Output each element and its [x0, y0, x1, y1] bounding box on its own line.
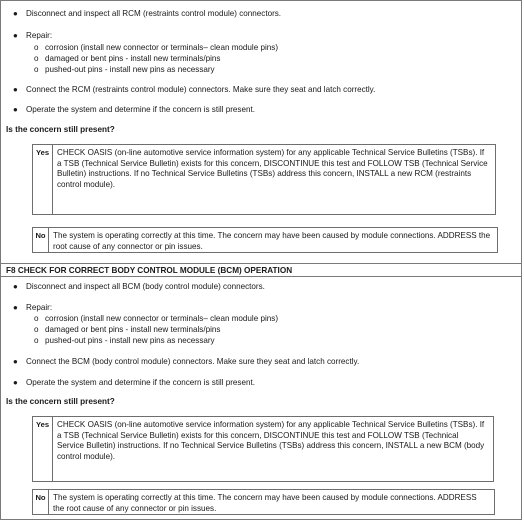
bullet-text: Disconnect and inspect all RCM (restraints control module) connectors.	[26, 9, 282, 18]
bullet-icon: ●	[13, 9, 18, 18]
bullet-text: Repair:	[26, 303, 53, 312]
yes-label: Yes	[33, 145, 53, 214]
step-header	[1, 263, 521, 277]
bullet-icon: ●	[13, 378, 18, 387]
yes-answer-box	[32, 416, 494, 482]
bullet-icon: ●	[13, 303, 18, 312]
hollow-bullet-icon: o	[34, 325, 39, 334]
yes-answer-box	[32, 144, 496, 215]
no-label: No	[33, 228, 49, 252]
bullet-icon: ●	[13, 105, 18, 114]
no-answer-box	[32, 489, 495, 515]
no-label: No	[33, 490, 49, 514]
bullet-text: Repair:	[26, 31, 53, 40]
bullet-icon: ●	[13, 31, 18, 40]
hollow-bullet-icon: o	[34, 314, 39, 323]
question-heading: Is the concern still present?	[6, 397, 115, 406]
bullet-text: Disconnect and inspect all BCM (body control module) connectors.	[26, 282, 265, 291]
bullet-icon: ●	[13, 282, 18, 291]
hollow-bullet-icon: o	[34, 336, 39, 345]
no-answer-text: The system is operating correctly at this time. The concern may have been caused by module connections. ADDRESS the root cause of any connector or pin issues.	[53, 493, 477, 513]
no-answer-text: The system is operating correctly at this time. The concern may have been caused by module connections. ADDRESS the root cause of any connector or pin issues.	[53, 231, 491, 251]
question-heading: Is the concern still present?	[6, 125, 115, 134]
hollow-bullet-icon: o	[34, 65, 39, 74]
step-title: F8 CHECK FOR CORRECT BODY CONTROL MODULE (BCM) OPERATION	[6, 266, 293, 275]
bullet-text: Connect the RCM (restraints control module) connectors. Make sure they seat and latch correctly.	[26, 85, 376, 94]
hollow-bullet-icon: o	[34, 54, 39, 63]
no-answer-box	[32, 227, 498, 253]
hollow-bullet-icon: o	[34, 43, 39, 52]
bullet-icon: ●	[13, 85, 18, 94]
bullet-text: Connect the BCM (body control module) connectors. Make sure they seat and latch correctly.	[26, 357, 360, 366]
yes-answer-text: CHECK OASIS (on-line automotive service information system) for any applicable Technical Service Bulletins (TSBs). If a TSB (Technical Service Bulletin) exists for this concern, DISCONTINUE this test and FOLLOW TSB (Technical Service Bulletin) instructions. If no Technical Service Bulletins (TSBs) address this concern, INSTALL a new RCM (restraints control module).	[57, 148, 488, 189]
bullet-text: Operate the system and determine if the concern is still present.	[26, 378, 255, 387]
bullet-icon: ●	[13, 357, 18, 366]
bullet-text: Operate the system and determine if the concern is still present.	[26, 105, 255, 114]
yes-label: Yes	[33, 417, 53, 481]
document-page: ● Disconnect and inspect all RCM (restraints control module) connectors. ● Repair: o corrosion (install new connector or terminals– clean module pins) o damaged or bent pins - install new terminals/pins o pushed-out pins - install new pins as necessary ● Connect the RCM (restraints control module) connectors. Make sure they seat and latch correctly. ● Operate the system and determine if the concern is still present. Is the concern still present? Yes CHECK OASIS (on-line automotive service information system) for any applicable Technical Service Bulletins (TSBs). If a TSB (Technical Service Bulletin) exists for this concern, DISCONTINUE this test and FOLLOW TSB (Technical Service Bulletin) instructions. If no Technical Service Bulletins (TSBs) address this concern, INSTALL a new RCM (restraints control module). No The system is operating correctly at this time. The concern may have been caused by module connections. ADDRESS the root cause of any connector or pin issues. F8 CHECK FOR CORRECT BODY CONTROL MODULE (BCM) OPERATION ● Disconnect and inspect all BCM (body control module) connectors. ● Repair: o corrosion (install new connector or terminals– clean module pins) o damaged or bent pins - install new terminals/pins o pushed-out pins - install new pins as necessary ● Connect the BCM (body control module) connectors. Make sure they seat and latch correctly. ● Operate the system and determine if the concern is still present. Is the concern still present? Yes CHECK OASIS (on-line automotive service information system) for any applicable Technical Service Bulletins (TSBs). If a TSB (Technical Service Bulletin) exists for this concern, DISCONTINUE this test and FOLLOW TSB (Technical Service Bulletin) instructions. If no Technical Service Bulletins (TSBs) address this concern, INSTALL a new BCM (body control module). No The system is operating correctly at this time. The concern may have been caused by module connections. ADDRESS the root cause of any connector or pin issues.	[0, 0, 522, 520]
yes-answer-text: CHECK OASIS (on-line automotive service information system) for any applicable Technical Service Bulletins (TSBs). If a TSB (Technical Service Bulletin) exists for this concern, DISCONTINUE this test and FOLLOW TSB (Technical Service Bulletin) instructions. If no Technical Service Bulletins (TSBs) address this concern, INSTALL a new BCM (body control module).	[57, 420, 485, 461]
